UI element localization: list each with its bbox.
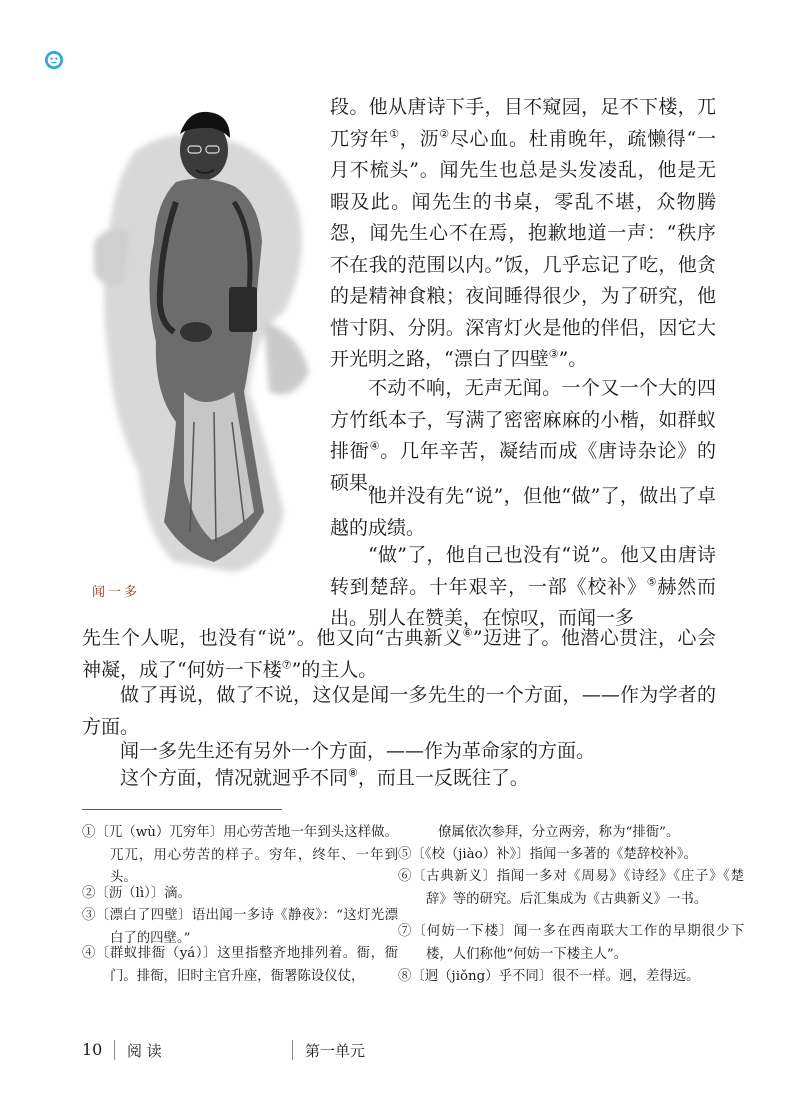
text-run: 段。他从唐诗下手，目不窥园，足不下楼，兀兀穷年 — [330, 96, 716, 150]
text-run: 先生个人呢，也没有“说”。他又向“古典新义 — [82, 627, 463, 649]
paragraph — [82, 623, 716, 686]
footnote: ⑤〔《校（jiào）补》〕指闻一多著的《楚辞校补》。 — [398, 847, 697, 862]
footnote: ④〔群蚁排衙（yá）〕这里指整齐地排列着。衙，衙门。排衙，旧时主官升座，衙署陈设仪仗， — [82, 946, 398, 984]
portrait-illustration — [84, 92, 316, 582]
footnote: ②〔沥（lì）〕滴。 — [82, 886, 191, 901]
footnote-marker: ② — [439, 127, 450, 141]
paragraph — [330, 540, 716, 635]
text-run: 。几年辛苦，凝结而成《唐诗杂论》的硕果。 — [330, 440, 716, 494]
text-run: 赫然而出。别人在赞美，在惊叹，而闻一多 — [330, 575, 716, 629]
figure-caption: 闻一多 — [92, 585, 141, 600]
text-run: 尽心血。杜甫晚年，疏懒得“一月不梳头”。闻先生也总是头发凌乱，他是无暇及此。闻先生的书桌，零乱不堪，众物腾怨，闻先生心不在焉，抱歉地道一声：“秩序不在我的范围以内。”饭，几乎忘记了吃，他贪的是精神食粮；夜间睡得很少，为了研究，他惜寸阴、分阴。深宵灯火是他的伴侣，因它大开光明之路，“漂白了四壁 — [330, 127, 716, 370]
text-run: 闻一多先生还有另外一个方面，——作为革命家的方面。 — [120, 740, 596, 762]
paragraph — [330, 481, 716, 544]
footnote-marker: ⑥ — [462, 626, 473, 640]
footnote: ③〔漂白了四壁〕语出闻一多诗《静夜》：“这灯光漂白了的四壁。” — [82, 908, 398, 946]
footnote-marker: ⑤ — [646, 575, 658, 589]
text-run: ，沥 — [399, 127, 440, 150]
footnote-marker: ⑧ — [348, 766, 358, 780]
footnote-marker: ④ — [369, 439, 381, 453]
paragraph — [330, 92, 716, 376]
text-run: 这个方面，情况就迥乎不同 — [120, 767, 349, 789]
footer-divider — [292, 1040, 293, 1060]
text-run: ”迈进了。他潜心贯注，心会神凝，成了“何妨一下楼 — [82, 627, 716, 681]
footnote-marker: ③ — [548, 347, 559, 361]
book-part-label: 阅 读 — [127, 1042, 162, 1060]
smiley-face-icon — [44, 50, 64, 70]
text-run: ”。 — [558, 348, 588, 370]
text-run: ，而且一反既往了。 — [357, 767, 529, 789]
footnote-marker: ⑦ — [281, 658, 292, 672]
unit-label: 第一单元 — [305, 1042, 366, 1060]
text-run: 不动不响，无声无闻。一个又一个大的四方竹纸本子，写满了密密麻麻的小楷，如群蚁排衙 — [330, 377, 716, 462]
paragraph — [82, 763, 716, 795]
text-run: 做了再说，做了不说，这仅是闻一多先生的一个方面，——作为学者的方面。 — [82, 684, 716, 738]
footnote: ①〔兀（wù）兀穷年〕用心劳苦地一年到头这样做。兀兀，用心劳苦的样子。穷年，终年、一年到头。 — [82, 825, 398, 886]
text-run: “做”了，他自己也没有“说”。他又由唐诗转到楚辞。十年艰辛，一部《校补》 — [330, 544, 716, 598]
footnote-marker: ① — [389, 127, 400, 141]
text-run: ”的主人。 — [291, 658, 378, 681]
text-run: 他并没有先“说”，但他“做”了，做出了卓越的成绩。 — [330, 485, 716, 539]
footnote: ⑥〔古典新义〕指闻一多对《周易》《诗经》《庄子》《楚辞》等的研究。后汇集成为《古典新义》一书。 — [398, 869, 744, 907]
footer-divider — [114, 1040, 115, 1060]
page-number: 10 — [82, 1040, 103, 1059]
footnote: ⑦〔何妨一下楼〕闻一多在西南联大工作的早期很少下楼，人们称他“何妨一下楼主人”。 — [398, 924, 744, 962]
footnote: ⑧〔迥（jiǒng）乎不同〕很不一样。迥，差得远。 — [398, 969, 700, 984]
footnote-divider — [82, 809, 282, 810]
paragraph — [82, 680, 716, 743]
footnote: 僚属依次参拜，分立两旁，称为“排衙”。 — [438, 825, 680, 840]
